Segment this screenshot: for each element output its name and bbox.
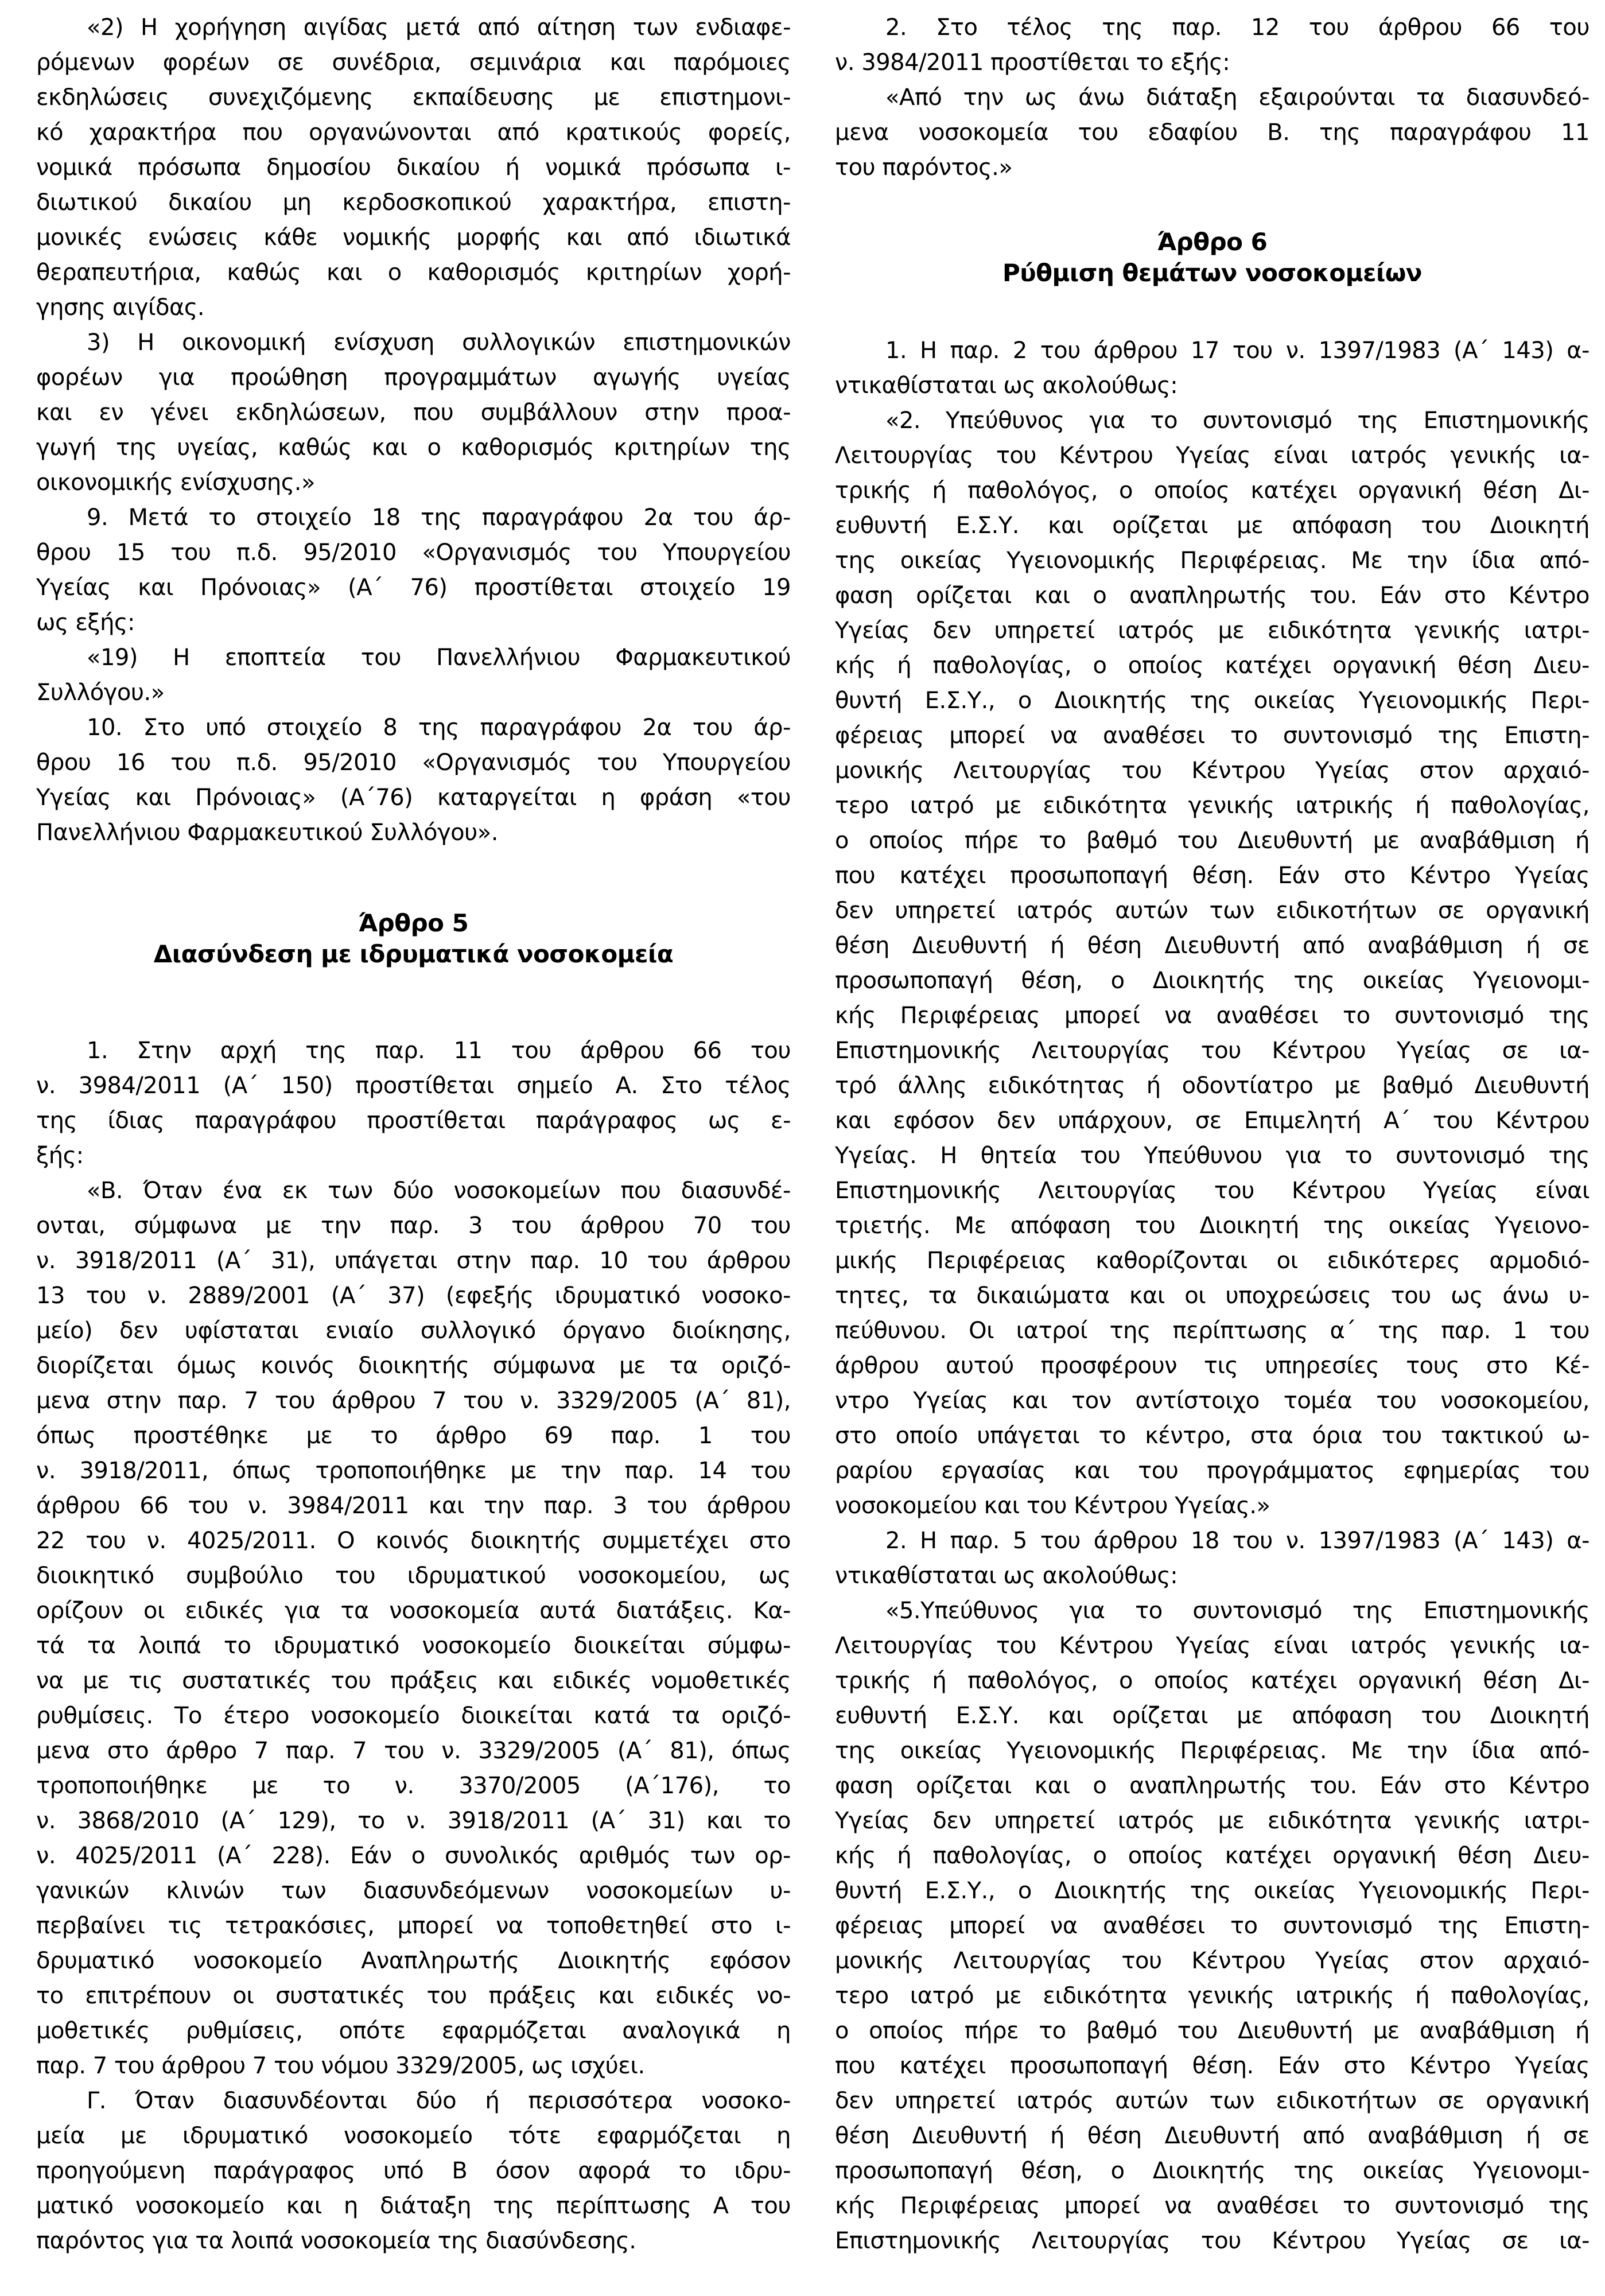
text-line: που κατέχει προσωποπαγή θέση. Εάν στο Κέντρο Υγείας xyxy=(835,863,1590,889)
section-gap xyxy=(36,850,791,908)
text-line: που κατέχει προσωποπαγή θέση. Εάν στο Κέντρο Υγείας xyxy=(835,2053,1590,2079)
text-line: ν. 3918/2011, όπως τροποποιήθηκε με την παρ. 14 του xyxy=(36,1458,791,1484)
text-line: φαση ορίζεται και ο αναπληρωτής του. Εάν στο Κέντρο xyxy=(835,582,1590,609)
text-line: θρου 15 του π.δ. 95/2010 «Οργανισμός του Υπουργείου xyxy=(36,539,791,566)
text-line: ν. 3984/2011 (Α΄ 150) προστίθεται σημείο Α. Στο τέλος xyxy=(36,1073,791,1099)
text-line: ο οποίος πήρε το βαθμό του Διευθυντή με αναβάθμιση ή xyxy=(835,2018,1590,2044)
text-line: 3) Η οικονομική ενίσχυση συλλογικών επιστημονικών xyxy=(87,329,791,356)
text-line: του παρόντος.» xyxy=(835,154,1013,181)
text-line: 1. Η παρ. 2 του άρθρου 17 του ν. 1397/1983 (Α΄ 143) α- xyxy=(885,337,1590,364)
text-line: το επιτρέπουν οι συστατικές του πράξεις και ειδικές νο- xyxy=(36,1983,791,2009)
text-line: κής Περιφέρειας μπορεί να αναθέσει το συντονισμό της xyxy=(835,2193,1590,2219)
text-line: της οικείας Υγειονομικής Περιφέρειας. Με την ίδια από- xyxy=(835,547,1590,574)
text-line: τερο ιατρό με ειδικότητα γενικής ιατρικής ή παθολογίας, xyxy=(835,792,1590,819)
text-line: παρ. 7 του άρθρου 7 του νόμου 3329/2005, ως ισχύει. xyxy=(36,2053,645,2079)
text-line: προσωποπαγή θέση, ο Διοικητής της οικείας Υγειονομι- xyxy=(835,968,1590,994)
text-line: Λειτουργίας του Κέντρου Υγείας είναι ιατρός γενικής ια- xyxy=(835,442,1590,469)
text-line: θέση Διευθυντή ή θέση Διευθυντή από αναβάθμιση ή σε xyxy=(835,933,1590,959)
text-line: 22 του ν. 4025/2011. Ο κοινός διοικητής συμμετέχει στο xyxy=(36,1528,791,1554)
text-line: ρυθμίσεις. Το έτερο νοσοκομείο διοικείται κατά τα οριζό- xyxy=(36,1703,791,1729)
text-line: μεία με ιδρυματικό νοσοκομείο τότε εφαρμόζεται η xyxy=(36,2123,791,2149)
text-line: θεραπευτήρια, καθώς και ο καθορισμός κριτηρίων χορή- xyxy=(36,259,791,286)
text-line: Γ. Όταν διασυνδέονται δύο ή περισσότερα νοσοκο- xyxy=(87,2088,791,2114)
section-gap xyxy=(835,185,1590,227)
text-line: ο οποίος πήρε το βαθμό του Διευθυντή με αναβάθμιση ή xyxy=(835,828,1590,854)
text-line: κό χαρακτήρα που οργανώνονται από κρατικούς φορείς, xyxy=(36,119,791,146)
text-line: τρικής ή παθολόγος, ο οποίος κατέχει οργανική θέση Δι- xyxy=(835,477,1590,504)
text-line: νομικά πρόσωπα δημοσίου δικαίου ή νομικά πρόσωπα ι- xyxy=(36,154,791,181)
text-line: ντρο Υγείας και τον αντίστοιχο τομέα του νοσοκομείου, xyxy=(835,1388,1590,1414)
text-line: προσωποπαγή θέση, ο Διοικητής της οικείας Υγειονομι- xyxy=(835,2158,1590,2184)
text-line: τροποποιήθηκε με το ν. 3370/2005 (Α΄176), το xyxy=(36,1773,791,1799)
text-line: μενα νοσοκομεία του εδαφίου Β. της παραγράφου 11 xyxy=(835,119,1590,146)
text-line: όπως προστέθηκε με το άρθρο 69 παρ. 1 του xyxy=(36,1423,791,1449)
text-line: διωτικού δικαίου μη κερδοσκοπικού χαρακτήρα, επιστη- xyxy=(36,189,791,216)
text-line: 9. Μετά το στοιχείο 18 της παραγράφου 2α του άρ- xyxy=(87,504,791,531)
text-line: Υγείας και Πρόνοιας» (Α΄76) καταργείται η φράση «του xyxy=(36,784,791,811)
text-line: μενα στην παρ. 7 του άρθρου 7 του ν. 3329/2005 (Α΄ 81), xyxy=(36,1388,791,1414)
text-line: ευθυντή Ε.Σ.Υ. και ορίζεται με απόφαση του Διοικητή xyxy=(835,512,1590,539)
text-line: γωγή της υγείας, καθώς και ο καθορισμός κριτηρίων της xyxy=(36,434,791,461)
text-line: 2. Στο τέλος της παρ. 12 του άρθρου 66 του xyxy=(885,14,1590,41)
text-line: ν. 3984/2011 προστίθεται το εξής: xyxy=(835,49,1230,76)
text-line: παρόντος για τα λοιπά νοσοκομεία της διασύνδεσης. xyxy=(36,2228,636,2254)
text-line: ορίζουν οι ειδικές για τα νοσοκομεία αυτά διατάξεις. Κα- xyxy=(36,1598,791,1624)
text-line: φορέων για προώθηση προγραμμάτων αγωγής υγείας xyxy=(36,364,791,391)
text-line: Πανελλήνιου Φαρμακευτικού Συλλόγου». xyxy=(36,819,498,846)
text-line: 1. Στην αρχή της παρ. 11 του άρθρου 66 του xyxy=(87,1038,791,1064)
text-line: τρικής ή παθολόγος, ο οποίος κατέχει οργανική θέση Δι- xyxy=(835,1668,1590,1694)
text-line: μικής Περιφέρειας καθορίζονται οι ειδικότερες αρμοδιό- xyxy=(835,1248,1590,1274)
text-line: Επιστημονικής Λειτουργίας του Κέντρου Υγείας σε ια- xyxy=(835,2228,1590,2254)
text-line: ντικαθίσταται ως ακολούθως: xyxy=(835,1563,1178,1589)
text-line: 10. Στο υπό στοιχείο 8 της παραγράφου 2α του άρ- xyxy=(87,714,791,741)
text-line: θρου 16 του π.δ. 95/2010 «Οργανισμός του Υπουργείου xyxy=(36,749,791,776)
text-line: Συλλόγου.» xyxy=(36,679,165,706)
text-line: τερο ιατρό με ειδικότητα γενικής ιατρικής ή παθολογίας, xyxy=(835,1983,1590,2009)
right-text-column xyxy=(835,10,1590,2259)
text-line: κής ή παθολογίας, ο οποίος κατέχει οργανική θέση Διευ- xyxy=(835,652,1590,679)
text-line: της ίδιας παραγράφου προστίθεται παράγραφος ως ε- xyxy=(36,1108,791,1134)
text-line: μονικής Λειτουργίας του Κέντρου Υγείας στον αρχαιό- xyxy=(835,1948,1590,1974)
text-line: Υγείας δεν υπηρετεί ιατρός με ειδικότητα γενικής ιατρι- xyxy=(835,1808,1590,1834)
text-line: προηγούμενη παράγραφος υπό Β όσον αφορά το ιδρυ- xyxy=(36,2158,791,2184)
text-line: Υγείας. Η θητεία του Υπεύθυνου για το συντονισμό της xyxy=(835,1143,1590,1169)
text-line: νοσοκομείου και του Κέντρου Υγείας.» xyxy=(835,1493,1270,1519)
text-line: ν. 3868/2010 (Α΄ 129), το ν. 3918/2011 (Α΄ 31) και το xyxy=(36,1808,791,1834)
text-line: γησης αιγίδας. xyxy=(36,294,205,321)
left-text-column xyxy=(36,10,791,2259)
text-line: ραρίου εργασίας και του προγράμματος εφημερίας του xyxy=(835,1458,1590,1484)
text-line: μενα στο άρθρο 7 παρ. 7 του ν. 3329/2005 (Α΄ 81), όπως xyxy=(36,1738,791,1764)
text-line: Λειτουργίας του Κέντρου Υγείας είναι ιατρός γενικής ια- xyxy=(835,1633,1590,1659)
text-line: ματικό νοσοκομείο και η διάταξη της περίπτωσης Α του xyxy=(36,2193,791,2219)
text-line: γανικών κλινών των διασυνδεόμενων νοσοκομείων υ- xyxy=(36,1878,791,1904)
text-line: τρό άλλης ειδικότητας ή οδοντίατρο με βαθμό Διευθυντή xyxy=(835,1073,1590,1099)
text-line: δεν υπηρετεί ιατρός αυτών των ειδικοτήτων σε οργανική xyxy=(835,898,1590,924)
text-line: τά τα λοιπά το ιδρυματικό νοσοκομείο διοικείται σύμφω- xyxy=(36,1633,791,1659)
article-heading: Διασύνδεση με ιδρυματικά νοσοκομεία xyxy=(153,940,674,968)
text-line: Επιστημονικής Λειτουργίας του Κέντρου Υγείας είναι xyxy=(835,1178,1590,1204)
text-line: κής Περιφέρειας μπορεί να αναθέσει το συντονισμό της xyxy=(835,1003,1590,1029)
text-line: ν. 3918/2011 (Α΄ 31), υπάγεται στην παρ. 10 του άρθρου xyxy=(36,1248,791,1274)
section-gap xyxy=(835,289,1590,333)
section-gap xyxy=(36,970,791,1034)
text-line: Υγείας δεν υπηρετεί ιατρός με ειδικότητα γενικής ιατρι- xyxy=(835,617,1590,644)
text-line: πεύθυνου. Οι ιατροί της περίπτωσης α΄ της παρ. 1 του xyxy=(835,1318,1590,1344)
text-line: «2. Υπεύθυνος για το συντονισμό της Επιστημονικής xyxy=(885,407,1590,434)
text-line: δεν υπηρετεί ιατρός αυτών των ειδικοτήτων σε οργανική xyxy=(835,2088,1590,2114)
text-line: ως εξής: xyxy=(36,609,135,636)
text-line: να με τις συστατικές του πράξεις και ειδικές νομοθετικές xyxy=(36,1668,791,1694)
text-line: ν. 4025/2011 (Α΄ 228). Εάν ο συνολικός αριθμός των ορ- xyxy=(36,1843,791,1869)
text-line: «2) Η χορήγηση αιγίδας μετά από αίτηση των ενδιαφε- xyxy=(87,14,791,41)
text-line: φέρειας μπορεί να αναθέσει το συντονισμό της Επιστη- xyxy=(835,1913,1590,1939)
article-heading: Άρθρο 5 xyxy=(358,909,469,937)
text-line: φαση ορίζεται και ο αναπληρωτής του. Εάν στο Κέντρο xyxy=(835,1773,1590,1799)
text-line: «19) Η εποπτεία του Πανελλήνιου Φαρμακευτικού xyxy=(87,644,791,671)
text-line: ονται, σύμφωνα με την παρ. 3 του άρθρου 70 του xyxy=(36,1213,791,1239)
article-heading: Άρθρο 6 xyxy=(1157,228,1268,256)
text-line: «Β. Όταν ένα εκ των δύο νοσοκομείων που διασυνδέ- xyxy=(87,1178,791,1204)
text-line: τριετής. Με απόφαση του Διοικητή της οικείας Υγειονο- xyxy=(835,1213,1590,1239)
text-line: εκδηλώσεις συνεχιζόμενης εκπαίδευσης με επιστημονι- xyxy=(36,84,791,111)
text-line: ντικαθίσταται ως ακολούθως: xyxy=(835,372,1178,399)
text-line: και εν γένει εκδηλώσεων, που συμβάλλουν στην προα- xyxy=(36,399,791,426)
text-line: ρόμενων φορέων σε συνέδρια, σεμινάρια και παρόμοιες xyxy=(36,49,791,76)
text-line: «5.Υπεύθυνος για το συντονισμό της Επιστημονικής xyxy=(885,1598,1590,1624)
text-line: Επιστημονικής Λειτουργίας του Κέντρου Υγείας σε ια- xyxy=(835,1038,1590,1064)
text-line: δρυματικό νοσοκομείο Αναπληρωτής Διοικητής εφόσον xyxy=(36,1948,791,1974)
text-line: θυντή Ε.Σ.Υ., ο Διοικητής της οικείας Υγειονομικής Περι- xyxy=(835,1878,1590,1904)
text-line: μονικές ενώσεις κάθε νομικής μορφής και από ιδιωτικά xyxy=(36,224,791,251)
text-line: διοικητικό συμβούλιο του ιδρυματικού νοσοκομείου, ως xyxy=(36,1563,791,1589)
text-line: ευθυντή Ε.Σ.Υ. και ορίζεται με απόφαση του Διοικητή xyxy=(835,1703,1590,1729)
text-line: ξής: xyxy=(36,1143,84,1169)
text-line: φέρειας μπορεί να αναθέσει το συντονισμό της Επιστη- xyxy=(835,722,1590,749)
text-line: Υγείας και Πρόνοιας» (Α΄ 76) προστίθεται στοιχείο 19 xyxy=(36,574,791,601)
text-line: και εφόσον δεν υπάρχουν, σε Επιμελητή Α΄ του Κέντρου xyxy=(835,1108,1590,1134)
text-line: μείο) δεν υφίσταται ενιαίο συλλογικό όργανο διοίκησης, xyxy=(36,1318,791,1344)
text-line: άρθρου 66 του ν. 3984/2011 και την παρ. 3 του άρθρου xyxy=(36,1493,791,1519)
text-line: «Από την ως άνω διάταξη εξαιρούνται τα διασυνδεό- xyxy=(885,84,1590,111)
text-line: μονικής Λειτουργίας του Κέντρου Υγείας στον αρχαιό- xyxy=(835,757,1590,784)
text-line: θυντή Ε.Σ.Υ., ο Διοικητής της οικείας Υγειονομικής Περι- xyxy=(835,687,1590,714)
text-line: 2. Η παρ. 5 του άρθρου 18 του ν. 1397/1983 (Α΄ 143) α- xyxy=(885,1528,1590,1554)
text-line: 13 του ν. 2889/2001 (Α΄ 37) (εφεξής ιδρυματικό νοσοκο- xyxy=(36,1283,791,1309)
text-line: κής ή παθολογίας, ο οποίος κατέχει οργανική θέση Διευ- xyxy=(835,1843,1590,1869)
text-line: περβαίνει τις τετρακόσιες, μπορεί να τοποθετηθεί στο ι- xyxy=(36,1913,791,1939)
text-line: τητες, τα δικαιώματα και οι υποχρεώσεις του ως άνω υ- xyxy=(835,1283,1590,1309)
text-line: διορίζεται όμως κοινός διοικητής σύμφωνα με τα οριζό- xyxy=(36,1353,791,1379)
text-line: άρθρου αυτού προσφέρουν τις υπηρεσίες τους στο Κέ- xyxy=(835,1353,1590,1379)
article-heading: Ρύθμιση θεμάτων νοσοκομείων xyxy=(1002,259,1422,287)
text-line: στο οποίο υπάγεται το κέντρο, στα όρια του τακτικού ω- xyxy=(835,1423,1590,1449)
text-line: της οικείας Υγειονομικής Περιφέρειας. Με την ίδια από- xyxy=(835,1738,1590,1764)
text-line: θέση Διευθυντή ή θέση Διευθυντή από αναβάθμιση ή σε xyxy=(835,2123,1590,2149)
text-line: οικονομικής ενίσχυσης.» xyxy=(36,469,315,496)
text-line: μοθετικές ρυθμίσεις, οπότε εφαρμόζεται αναλογικά η xyxy=(36,2018,791,2044)
